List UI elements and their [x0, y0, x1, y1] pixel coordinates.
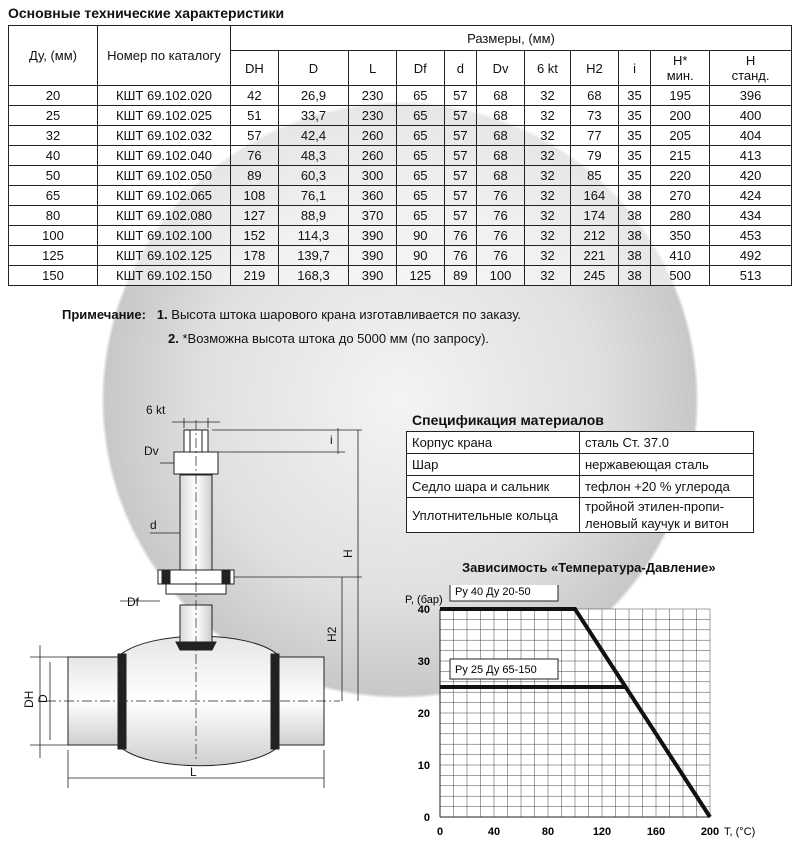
y-tick-label: 0 [423, 812, 430, 824]
table-cell: 420 [710, 166, 792, 186]
table-cell: 212 [571, 226, 619, 246]
table-cell: 114,3 [278, 226, 349, 246]
table-cell: 400 [710, 106, 792, 126]
col-header-size-label: L [368, 60, 377, 76]
table-cell: КШТ 69.102.032 [98, 126, 231, 146]
dim-h2: H2 [325, 626, 339, 642]
table-cell: 396 [710, 86, 792, 106]
material-row [407, 432, 754, 454]
col-header-size [710, 51, 792, 86]
table-cell: 89 [231, 166, 279, 186]
col-header-size-label: Df [413, 60, 427, 76]
table-row [9, 226, 792, 246]
table-cell: 35 [618, 126, 651, 146]
table-cell: КШТ 69.102.050 [98, 166, 231, 186]
spec-table-body [9, 86, 792, 286]
table-cell: 38 [618, 266, 651, 286]
table-cell: КШТ 69.102.065 [98, 186, 231, 206]
table-cell: 26,9 [278, 86, 349, 106]
table-row [9, 146, 792, 166]
table-cell: 65 [396, 166, 444, 186]
table-cell: 205 [651, 126, 710, 146]
y-axis-label: P, (бар) [405, 594, 443, 606]
table-cell: 68 [477, 106, 525, 126]
col-header-size [278, 51, 349, 86]
material-part: Уплотнительные кольца [407, 498, 580, 533]
x-tick-label: 40 [487, 826, 501, 838]
table-cell: 32 [524, 226, 570, 246]
table-cell: 219 [231, 266, 279, 286]
table-cell: 85 [571, 166, 619, 186]
table-cell: 57 [444, 186, 477, 206]
table-cell: 57 [444, 206, 477, 226]
x-axis-label: T, (°C) [724, 826, 756, 838]
col-header-catalog: Номер по каталогу [98, 26, 231, 86]
table-cell: 35 [618, 86, 651, 106]
note-2-text: *Возможна высота штока до 5000 мм (по запросу). [182, 331, 490, 346]
note-label: Примечание: [62, 307, 146, 322]
table-cell: 350 [651, 226, 710, 246]
table-cell: КШТ 69.102.040 [98, 146, 231, 166]
table-cell: 68 [477, 126, 525, 146]
table-row [9, 186, 792, 206]
table-cell: 79 [571, 146, 619, 166]
col-header-size-label: мин. [666, 68, 694, 83]
table-cell: 68 [477, 146, 525, 166]
table-cell: 80 [9, 206, 98, 226]
x-tick-label: 200 [700, 826, 720, 838]
dim-6kt: 6 kt [146, 403, 166, 417]
table-cell: 230 [349, 86, 397, 106]
dim-h: H [341, 549, 355, 558]
material-part: Седло шара и сальник [407, 476, 580, 498]
table-cell: 168,3 [278, 266, 349, 286]
table-cell: 127 [231, 206, 279, 226]
y-tick-label: 10 [417, 760, 430, 772]
col-header-size [618, 51, 651, 86]
table-cell: 300 [349, 166, 397, 186]
x-tick-label: 160 [646, 826, 666, 838]
table-cell: 42,4 [278, 126, 349, 146]
material-value [580, 432, 754, 454]
material-value [580, 454, 754, 476]
table-row [9, 86, 792, 106]
table-row [9, 266, 792, 286]
table-cell: 32 [524, 266, 570, 286]
valve-drawing [0, 380, 400, 790]
material-part: Корпус крана [407, 432, 580, 454]
table-cell: 65 [396, 146, 444, 166]
table-cell: 90 [396, 226, 444, 246]
table-cell: 57 [444, 106, 477, 126]
table-cell: 89 [444, 266, 477, 286]
table-cell: 76 [477, 186, 525, 206]
table-cell: 68 [477, 86, 525, 106]
col-header-sizes: Размеры, (мм) [231, 26, 792, 51]
col-header-size [444, 51, 477, 86]
material-value-line: тройной этилен-пропи- [585, 499, 724, 514]
temperature-pressure-chart [390, 585, 795, 847]
table-cell: 32 [524, 166, 570, 186]
table-cell: 125 [396, 266, 444, 286]
table-cell: 65 [396, 186, 444, 206]
material-value-line: сталь Ст. 37.0 [585, 435, 669, 450]
col-header-size-label: Dv [492, 60, 509, 76]
table-cell: 20 [9, 86, 98, 106]
table-cell: 77 [571, 126, 619, 146]
chart-title: Зависимость «Температура-Давление» [462, 560, 716, 575]
table-cell: 100 [9, 226, 98, 246]
table-cell: 195 [651, 86, 710, 106]
table-cell: 65 [9, 186, 98, 206]
table-cell: 65 [396, 206, 444, 226]
y-tick-label: 40 [417, 604, 430, 616]
table-cell: 38 [618, 206, 651, 226]
material-value-line: нержавеющая сталь [585, 457, 709, 472]
col-header-size-label: d [456, 60, 465, 76]
table-cell: 390 [349, 226, 397, 246]
table-cell: 57 [444, 166, 477, 186]
legend-label: Ру 25 Ду 65-150 [455, 664, 537, 676]
table-cell: КШТ 69.102.100 [98, 226, 231, 246]
table-cell: 174 [571, 206, 619, 226]
table-cell: 453 [710, 226, 792, 246]
table-cell: 424 [710, 186, 792, 206]
table-cell: 370 [349, 206, 397, 226]
table-cell: 32 [524, 206, 570, 226]
table-cell: 25 [9, 106, 98, 126]
table-cell: 200 [651, 106, 710, 126]
table-cell: 57 [444, 146, 477, 166]
table-cell: 90 [396, 246, 444, 266]
col-header-size-label: D [308, 60, 319, 76]
table-cell: 48,3 [278, 146, 349, 166]
col-header-size-label: 6 kt [536, 60, 558, 76]
note-1-text: Высота штока шарового крана изготавливается по заказу. [171, 307, 522, 322]
table-cell: 390 [349, 246, 397, 266]
spec-table [8, 25, 792, 286]
table-cell: 73 [571, 106, 619, 126]
table-row [9, 106, 792, 126]
table-cell: 32 [524, 106, 570, 126]
x-tick-label: 80 [541, 826, 555, 838]
weld-right [271, 654, 279, 749]
table-cell: 215 [651, 146, 710, 166]
table-cell: 500 [651, 266, 710, 286]
note-2-num: 2. [168, 331, 179, 346]
table-cell: 150 [9, 266, 98, 286]
table-cell: 38 [618, 226, 651, 246]
table-cell: 220 [651, 166, 710, 186]
table-cell: 178 [231, 246, 279, 266]
table-cell: 32 [524, 146, 570, 166]
materials-table [406, 431, 754, 533]
dim-l: L [190, 765, 197, 779]
table-cell: КШТ 69.102.125 [98, 246, 231, 266]
table-cell: 413 [710, 146, 792, 166]
table-cell: 270 [651, 186, 710, 206]
table-row [9, 206, 792, 226]
table-cell: 245 [571, 266, 619, 286]
table-cell: 60,3 [278, 166, 349, 186]
table-cell: 390 [349, 266, 397, 286]
table-cell: КШТ 69.102.025 [98, 106, 231, 126]
col-header-size [349, 51, 397, 86]
dim-df: Df [127, 595, 139, 609]
table-cell: 260 [349, 126, 397, 146]
table-cell: 42 [231, 86, 279, 106]
weld-left [118, 654, 126, 749]
table-row [9, 246, 792, 266]
table-cell: 32 [524, 186, 570, 206]
legend-entry [450, 659, 558, 679]
legend-label: Ру 40 Ду 20-50 [455, 586, 531, 598]
y-tick-label: 20 [417, 708, 430, 720]
col-header-size [571, 51, 619, 86]
note-2 [62, 331, 521, 355]
table-cell: 76 [231, 146, 279, 166]
page-title: Основные технические характеристики [8, 5, 285, 21]
material-value-line: леновый каучук и витон [585, 516, 729, 531]
col-header-dn: Ду, (мм) [9, 26, 98, 86]
table-cell: 32 [524, 126, 570, 146]
table-cell: 33,7 [278, 106, 349, 126]
table-row [9, 166, 792, 186]
dim-dh: DH [22, 690, 36, 708]
table-cell: 152 [231, 226, 279, 246]
material-value [580, 476, 754, 498]
table-cell: 68 [571, 86, 619, 106]
table-cell: 57 [444, 126, 477, 146]
material-value-line: тефлон +20 % углерода [585, 479, 730, 494]
material-row [407, 454, 754, 476]
table-cell: 57 [231, 126, 279, 146]
table-cell: 40 [9, 146, 98, 166]
col-header-size-label: DH [244, 60, 264, 76]
col-header-size [524, 51, 570, 86]
table-cell: 360 [349, 186, 397, 206]
table-cell: 404 [710, 126, 792, 146]
dim-D: D [36, 694, 50, 703]
table-cell: 76 [477, 246, 525, 266]
col-header-size [396, 51, 444, 86]
materials-title: Спецификация материалов [412, 412, 604, 428]
table-cell: 35 [618, 146, 651, 166]
col-header-size [651, 51, 710, 86]
table-cell: 260 [349, 146, 397, 166]
table-cell: 32 [9, 126, 98, 146]
table-cell: 125 [9, 246, 98, 266]
table-cell: 65 [396, 126, 444, 146]
table-cell: 76 [444, 226, 477, 246]
table-cell: 230 [349, 106, 397, 126]
dim-dv: Dv [144, 444, 159, 458]
table-cell: 492 [710, 246, 792, 266]
material-part: Шар [407, 454, 580, 476]
table-cell: 76,1 [278, 186, 349, 206]
table-cell: 513 [710, 266, 792, 286]
table-cell: 38 [618, 186, 651, 206]
note-1-num: 1. [156, 307, 168, 322]
material-row [407, 476, 754, 498]
table-cell: 57 [444, 86, 477, 106]
x-tick-label: 120 [592, 826, 612, 838]
col-header-size-label: H2 [586, 60, 603, 76]
table-cell: 68 [477, 166, 525, 186]
table-cell: 88,9 [278, 206, 349, 226]
x-tick-label: 0 [436, 826, 444, 838]
table-cell: КШТ 69.102.020 [98, 86, 231, 106]
table-cell: 76 [477, 226, 525, 246]
material-row [407, 498, 754, 533]
col-header-size-label: H [745, 53, 756, 68]
table-cell: 32 [524, 86, 570, 106]
dim-i: i [330, 433, 333, 447]
table-cell: 50 [9, 166, 98, 186]
notes [62, 307, 521, 355]
table-cell: 35 [618, 166, 651, 186]
y-tick-label: 30 [417, 656, 430, 668]
table-cell: 100 [477, 266, 525, 286]
col-header-size [477, 51, 525, 86]
note-1 [62, 307, 521, 331]
table-row [9, 126, 792, 146]
table-cell: 65 [396, 106, 444, 126]
dim-d: d [150, 518, 157, 532]
table-cell: 139,7 [278, 246, 349, 266]
table-cell: 410 [651, 246, 710, 266]
material-value [580, 498, 754, 533]
table-cell: 76 [477, 206, 525, 226]
table-cell: КШТ 69.102.080 [98, 206, 231, 226]
col-header-size [231, 51, 279, 86]
table-cell: 221 [571, 246, 619, 266]
legend-entry [450, 585, 558, 601]
table-cell: 164 [571, 186, 619, 206]
col-header-size-label: H* [672, 53, 688, 68]
table-cell: 32 [524, 246, 570, 266]
table-cell: 51 [231, 106, 279, 126]
col-header-size-label: станд. [731, 68, 770, 83]
table-cell: 280 [651, 206, 710, 226]
table-cell: КШТ 69.102.150 [98, 266, 231, 286]
table-cell: 108 [231, 186, 279, 206]
table-cell: 434 [710, 206, 792, 226]
table-cell: 65 [396, 86, 444, 106]
table-cell: 76 [444, 246, 477, 266]
table-cell: 35 [618, 106, 651, 126]
table-cell: 38 [618, 246, 651, 266]
col-header-size-label: i [633, 60, 636, 76]
